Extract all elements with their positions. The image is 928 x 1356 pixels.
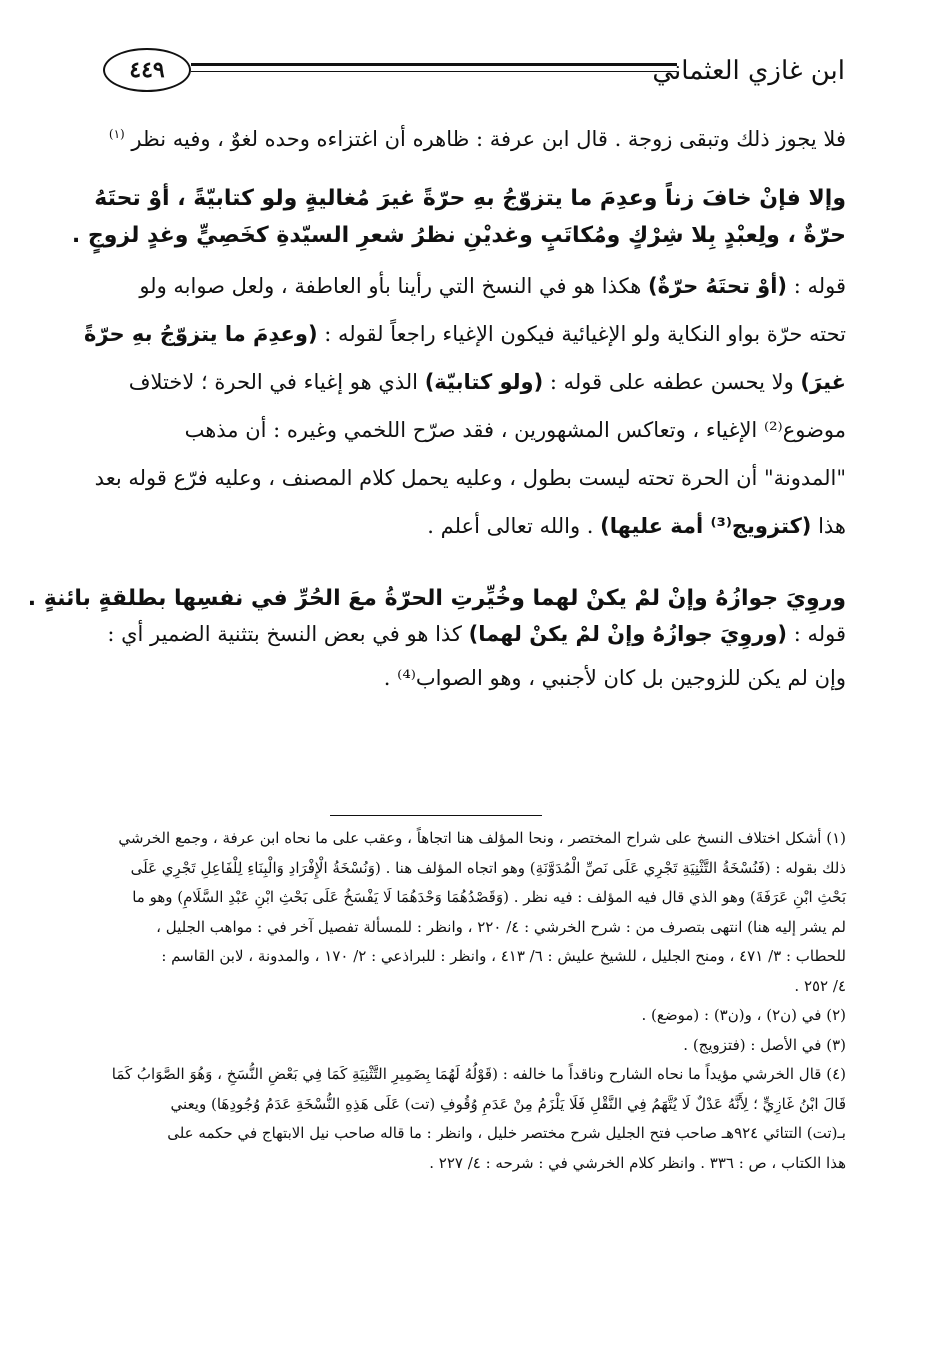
header-rule <box>191 63 677 66</box>
matn-line: حرّةٌ ، ولِعبْدٍ بِلا شِرْكٍ ومُكاتَبٍ وغديْنِ نظرُ شعرِ السيّدةِ كخَصِيٍّ وغدٍ لزوجٍ . <box>71 223 846 248</box>
footnote-line: هذا الكتاب ، ص : ٣٣٦ . وانظر كلام الخرشي في : شرحه : ٤/ ٢٢٧ . <box>429 1153 846 1172</box>
text-run: تحته حرّة بواو النكاية ولو الإغيائية فيكون الإغياء راجعاً لقوله : <box>317 322 846 346</box>
quoted-matn: (كتزويج⁽³⁾ أمة عليها) <box>600 514 812 538</box>
text-run: هكذا هو في النسخ التي رأينا بأو العاطفة ، ولعل صوابه ولو <box>139 274 649 298</box>
text-line: وإن لم يكن للزوجين بل كان لأجنبي ، وهو الصواب⁽⁴⁾ . <box>383 666 846 690</box>
footnote-separator <box>330 815 542 816</box>
matn-block-2 <box>27 580 846 617</box>
page-number: ٤٤٩ <box>103 48 191 92</box>
matn-line: وإلا فإنْ خافَ زناً وعدِمَ ما يتزوّجُ بهِ حرّةً غيرَ مُغاليةٍ ولو كتابيّةً ، أوْ تحتَهُ <box>94 186 846 211</box>
text-run: الذي هو إغياء في الحرة ؛ لاختلاف <box>128 370 425 394</box>
footnote-line: (١) أشكل اختلاف النسخ على شراح المختصر ، ونحا المؤلف هنا اتجاهاً ، وعقب على ما نحاه ابن عرفة ، وجمع الخرشي <box>118 829 846 847</box>
footnotes <box>76 824 846 1178</box>
footnote-line: ذلك بقوله : (فَنُسْخَةُ التَّثْنِيَةِ تَجْرِي عَلَى نَصِّ الْمُدَوَّنَةِ) وهو اتجاه المؤلف هنا . (وَنُسْخَةُ الْإِفْرَادِ وَالْبِنَاءِ لِلْفَاعِلِ تَجْرِي عَلَى <box>130 858 846 877</box>
text-run: . والله تعالى أعلم . <box>427 514 601 538</box>
footnote-line: لم يشر إليه هنا) انتهى بتصرف من : شرح الخرشي : ٤/ ٢٢٠ ، وانظر : للمسألة تفصيل آخر في : مواهب الجليل ، <box>156 917 846 936</box>
header-rule-thin <box>191 71 677 72</box>
footnote-line: (٤) قال الخرشي مؤيداً ما نحاه الشارح وناقداً ما خالفه : (قَوْلُهُ لَهُمَا بِضَمِيرِ التَّثْنِيَةِ كَمَا فِي بَعْضِ النُّسَخِ ، وَهُوَ الصَّوَابُ كَمَا <box>111 1065 846 1083</box>
quoted-matn: (وعدِمَ ما يتزوّجُ بهِ حرّةً <box>83 322 318 346</box>
quoted-matn: (ولو كتابيّة) <box>424 370 544 394</box>
footnote-2: (٢) في (ن٢) ، و(ن٣) : (موضع) . <box>641 1006 846 1024</box>
matn-block-1 <box>66 180 846 254</box>
quoted-matn: (أوْ تحتَهُ حرّةٌ) <box>648 274 788 298</box>
intro-paragraph <box>76 110 846 163</box>
quoted-matn: غيرَ) <box>800 370 846 394</box>
footnote-line: للحطاب : ٣/ ٤٧١ ، ومنح الجليل ، للشيخ عليش : ٦/ ٤١٣ ، وانظر : للبراذعي : ٢/ ١٧٠ ، والمدونة ، لابن القاسم : <box>161 947 846 965</box>
footnote-line: قَالَ ابْنُ غَازِيٍّ ؛ لِأَنَّهُ عَدْلٌ لَا يُتَّهَمُ فِي النَّقْلِ فَلَا يَلْزَمُ مِنْ عَدَمِ وُقُوفِ (تت) عَلَى هَذِهِ النُّسْخَةِ عَدَمُ وُجُودِهَا) ويعني <box>170 1094 846 1113</box>
intro-line: فلا يجوز ذلك وتبقى زوجة . قال ابن عرفة : ظاهره أن اغتزاءه وحده لغوٌ ، وفيه نظر <box>131 127 846 151</box>
footnote-line: بـ(تت) التتائي ٩٢٤هـ صاحب فتح الجليل شرح مختصر خليل ، وانظر : ما قاله صاحب نيل الابتهاج في حكمه على <box>167 1124 846 1142</box>
text-run: كذا هو في بعض النسخ بتثنية الضمير أي : <box>107 622 469 646</box>
footnote-line: بَحْثِ ابْنِ عَرَفَةَ) وهو الذي قال فيه المؤلف : فيه نظر . (وَقَصْدُهُمَا وَحْدَهُمَا لَا يَفْسَخُ عَلَى بَحْثِ ابْنِ عَبْدِ السَّلَامِ) وهو ما <box>132 888 846 906</box>
text-run: ولا يحسن عطفه على قوله : <box>543 370 801 394</box>
running-title: ابن غازي العثماني <box>652 56 845 86</box>
matn-line: وروِيَ جوازُهُ وإنْ لمْ يكنْ لهما وخُيِّرتِ الحرّةُ معَ الحُرِّ في نفسِها بطلقةٍ بائنةٍ . <box>27 586 846 611</box>
page-header <box>95 48 845 98</box>
footnote-3: (٣) في الأصل : (فتزويج) . <box>683 1035 846 1054</box>
text-line: "المدونة" أن الحرة تحته ليست بطول ، وعليه يحمل كلام المصنف ، وعليه فرّع قوله بعد <box>94 466 846 490</box>
commentary-paragraph-2 <box>76 614 846 702</box>
text-run: قوله : <box>787 622 846 646</box>
commentary-paragraph-1 <box>76 262 846 550</box>
text-run: هذا <box>811 514 846 538</box>
footnote-marker-1: (١) <box>108 127 125 141</box>
text-line: موضوع⁽²⁾ الإغياء ، وتعاكس المشهورين ، فقد صرّح اللخمي وغيره : أن مذهب <box>184 418 846 442</box>
text-run: قوله : <box>787 274 846 298</box>
quoted-matn: (وروِيَ جوازُهُ وإنْ لمْ يكنْ لهما) <box>468 622 788 646</box>
footnote-line: ٤/ ٢٥٢ . <box>794 976 846 995</box>
